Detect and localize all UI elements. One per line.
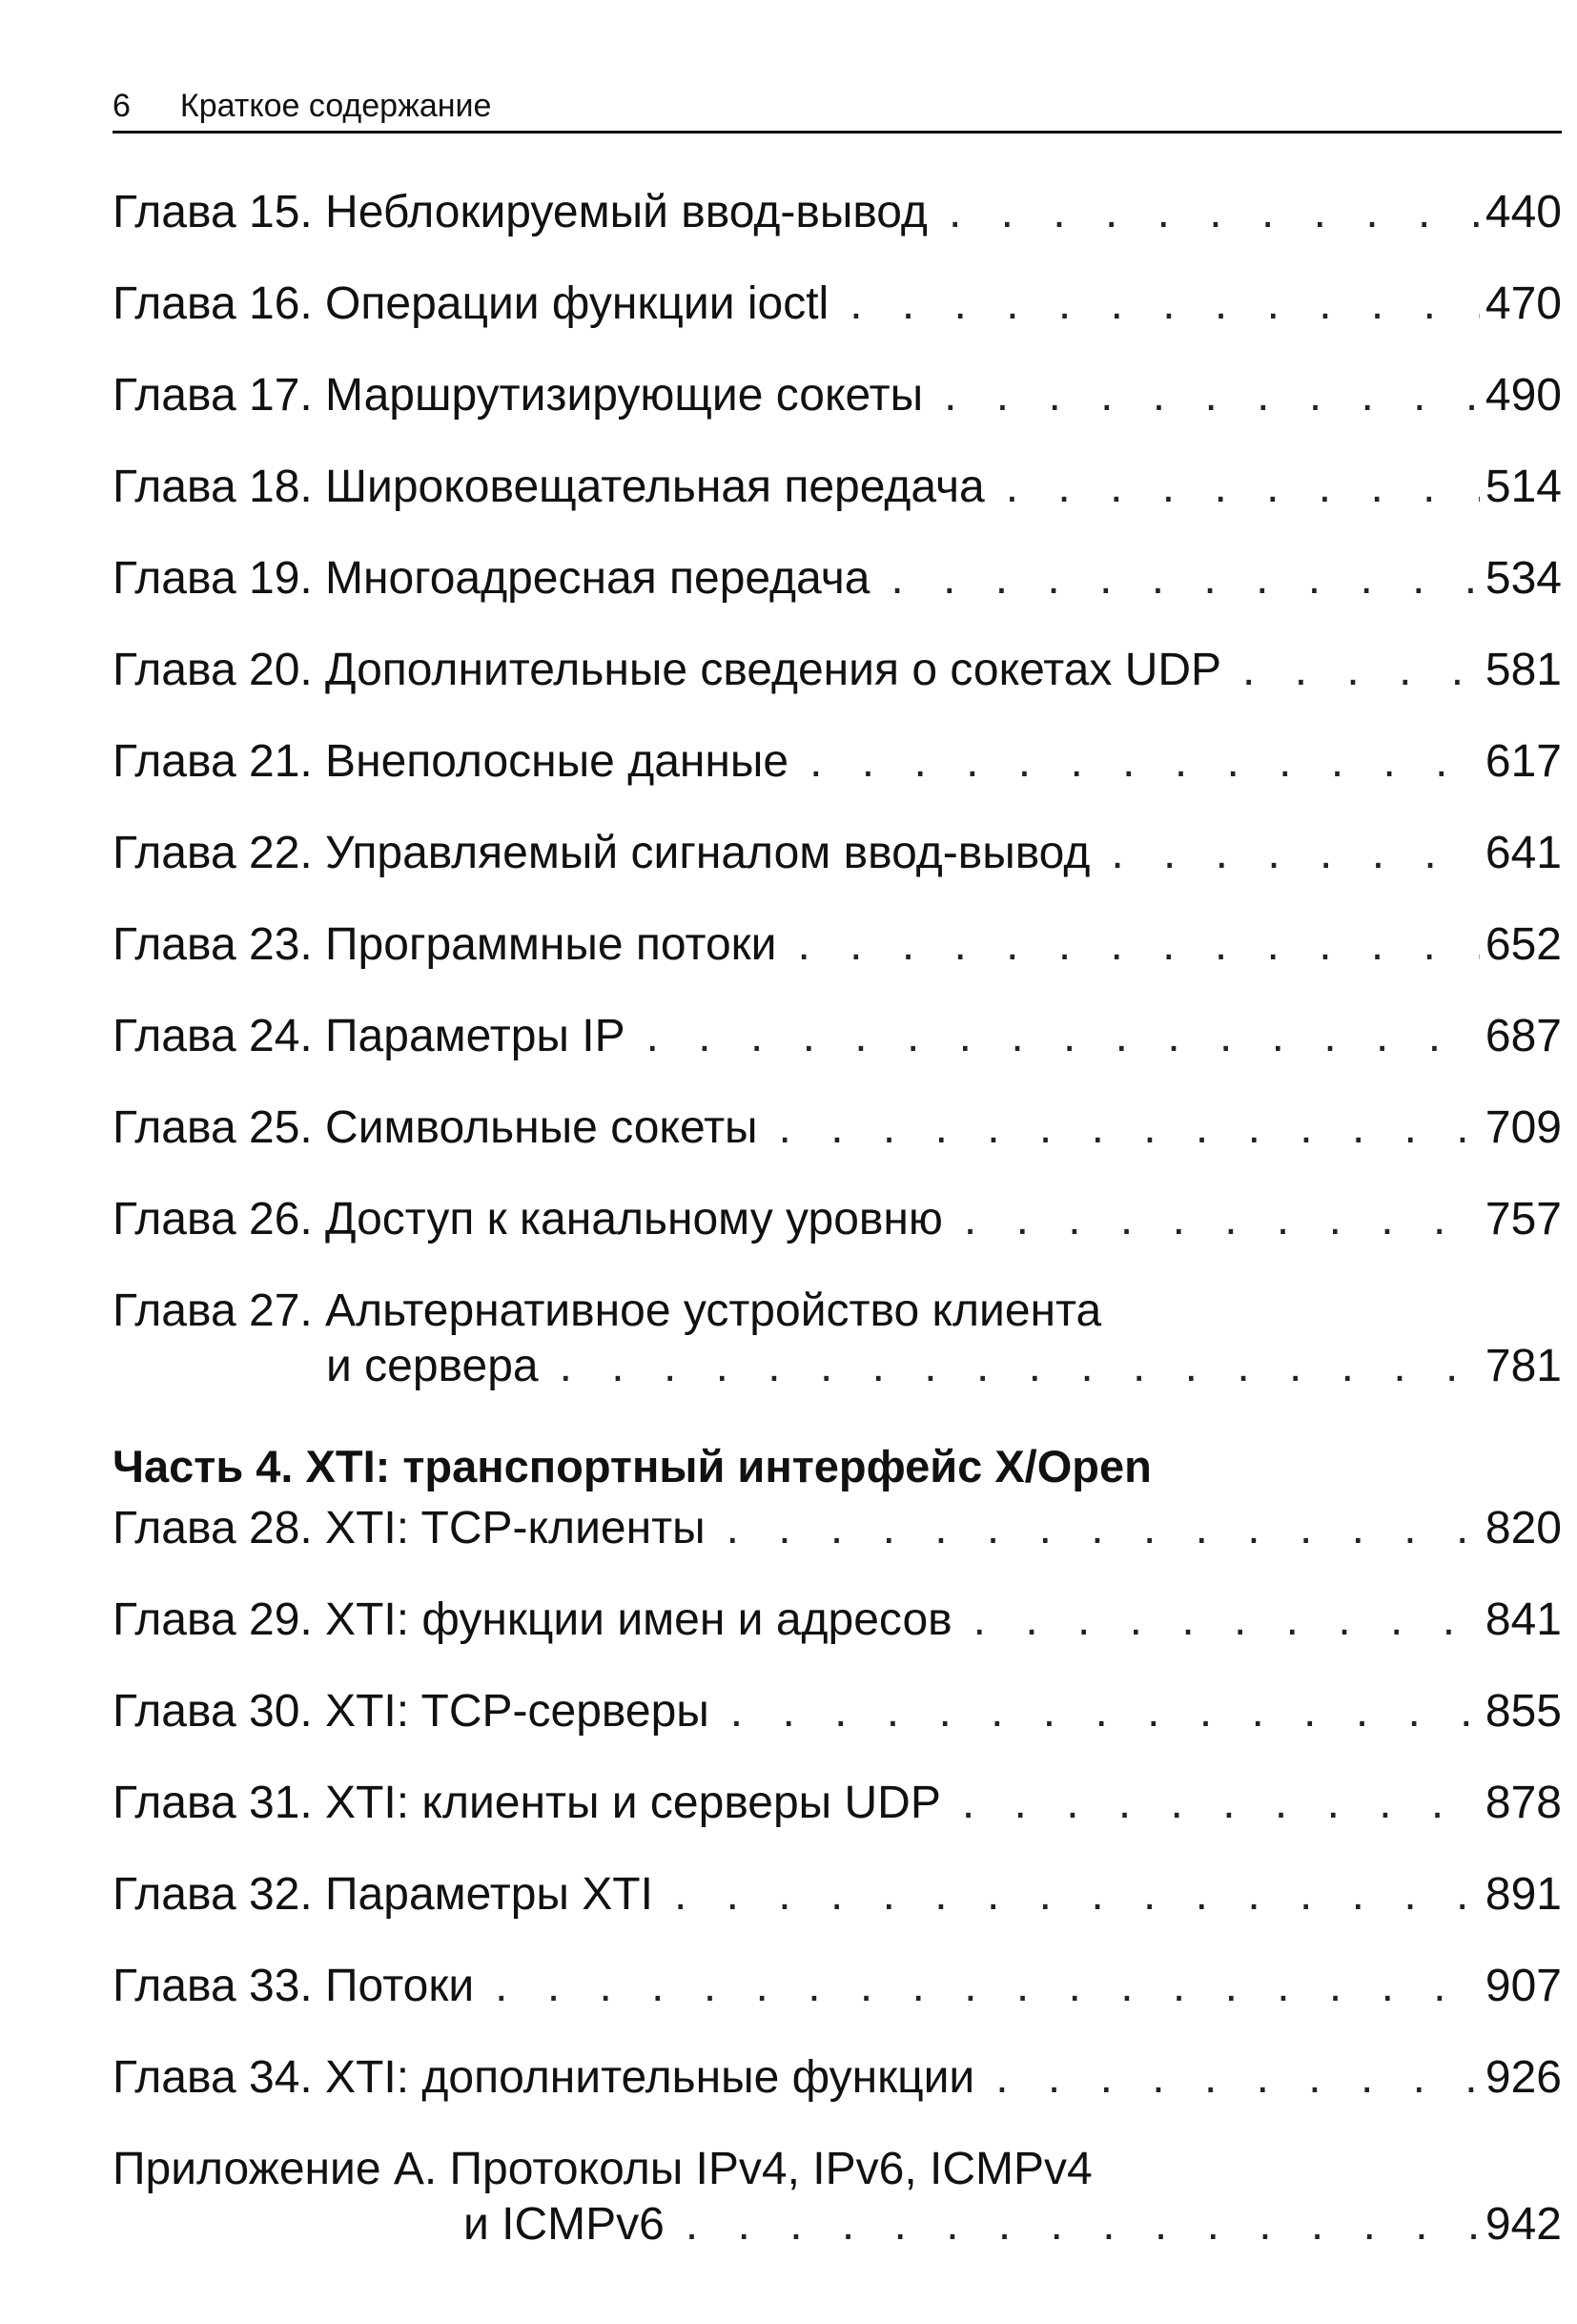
toc-entry-page: 855 <box>1485 1686 1562 1737</box>
toc-entry-label: Глава 19. Многоадресная передача <box>113 553 870 604</box>
dot-leader <box>973 1593 1480 1648</box>
toc-entry-ch24 <box>113 1009 1562 1100</box>
toc-entry-ch26 <box>113 1192 1562 1284</box>
toc-entry-label: Глава 17. Маршрутизирующие сокеты <box>113 370 924 421</box>
toc-entry-page: 514 <box>1485 462 1562 512</box>
toc-entry-page: 687 <box>1485 1011 1562 1061</box>
toc-entry-ch29 <box>113 1593 1562 1684</box>
toc-entry-label: Глава 31. XTI: клиенты и серверы UDP <box>113 1778 941 1828</box>
toc-entry-page: 440 <box>1485 187 1562 237</box>
running-title: Краткое содержание <box>179 88 492 124</box>
toc-entry-label: Глава 30. XTI: TCP-серверы <box>113 1686 709 1737</box>
toc-entry-ch22 <box>113 826 1562 917</box>
dot-leader <box>891 551 1480 607</box>
toc-entry-page: 490 <box>1485 370 1562 421</box>
toc-entry-label: Глава 34. XTI: дополнительные функции <box>113 2052 975 2103</box>
toc-entry-ch23 <box>113 917 1562 1009</box>
running-header <box>113 80 1562 134</box>
toc-entry-page: 891 <box>1485 1869 1562 1920</box>
toc-entry-label: Глава 25. Символьные сокеты <box>113 1102 758 1153</box>
dot-leader <box>646 1009 1480 1064</box>
toc-entry-ch33 <box>113 1959 1562 2050</box>
toc-entry-label: Глава 22. Управляемый сигналом ввод-вывод <box>113 828 1091 878</box>
toc-entry-page: 878 <box>1485 1778 1562 1828</box>
toc-entry-page: 581 <box>1485 645 1562 695</box>
part-heading: Часть 4. XTI: транспортный интерфейс X/Open <box>113 1441 1152 1491</box>
dot-leader <box>1111 826 1480 881</box>
dot-leader <box>727 1501 1480 1556</box>
toc-entry-label: Глава 24. Параметры IP <box>113 1011 625 1061</box>
toc-entry-label: Глава 21. Внеполосные данные <box>113 736 789 787</box>
toc-entry-ch31 <box>113 1776 1562 1867</box>
dot-leader <box>964 1192 1480 1247</box>
dot-leader <box>949 185 1480 240</box>
toc-entry-ch25 <box>113 1100 1562 1192</box>
toc-entry-page: 820 <box>1485 1503 1562 1553</box>
toc-entry-ch28 <box>113 1501 1562 1593</box>
toc-entry-label-line2: и сервера <box>326 1341 539 1391</box>
dot-leader <box>809 734 1480 790</box>
dot-leader <box>730 1684 1480 1739</box>
toc-entry-ch30 <box>113 1684 1562 1776</box>
toc-entry-label: Глава 26. Доступ к канальному уровню <box>113 1194 943 1244</box>
toc-entry-ch34 <box>113 2050 1562 2142</box>
toc-entry-page: 942 <box>1485 2199 1562 2250</box>
toc-entry-page: 617 <box>1485 736 1562 787</box>
dot-leader <box>495 1959 1480 2014</box>
dot-leader <box>560 1339 1480 1394</box>
dot-leader <box>995 2050 1480 2106</box>
toc-entry-page: 470 <box>1485 278 1562 329</box>
toc-entry-ch17 <box>113 368 1562 460</box>
toc-entry-page: 652 <box>1485 919 1562 970</box>
dot-leader <box>674 1867 1480 1923</box>
toc-entry-label: Глава 23. Программные потоки <box>113 919 777 970</box>
toc-entry-label: Глава 29. XTI: функции имен и адресов <box>113 1594 952 1645</box>
toc-entry-page: 757 <box>1485 1194 1562 1244</box>
toc-entry-ch21 <box>113 734 1562 826</box>
toc-entry-page: 781 <box>1485 1341 1562 1391</box>
toc-entry-page: 641 <box>1485 828 1562 878</box>
toc-entry-ch20 <box>113 643 1562 734</box>
dot-leader <box>944 368 1480 423</box>
toc-entry-ch18 <box>113 460 1562 551</box>
toc-entry-appendix-a <box>113 2142 1562 2266</box>
toc-entry-label: Глава 28. XTI: TCP-клиенты <box>113 1503 706 1553</box>
toc-entry-label: Глава 15. Неблокируемый ввод-вывод <box>113 187 928 237</box>
toc-entry-ch32 <box>113 1867 1562 1959</box>
toc-entry-label: Глава 18. Широковещательная передача <box>113 462 985 512</box>
toc-entry-label-line2: и ICMPv6 <box>463 2199 665 2250</box>
toc-entry-continuation <box>113 1339 1562 1408</box>
toc-entry-page: 907 <box>1485 1961 1562 2011</box>
dot-leader <box>779 1100 1480 1156</box>
dot-leader <box>962 1776 1480 1831</box>
dot-leader <box>1242 643 1480 698</box>
dot-leader <box>1006 460 1480 515</box>
table-of-contents <box>113 185 1562 2266</box>
dot-leader <box>686 2197 1480 2252</box>
toc-entry-page: 534 <box>1485 553 1562 604</box>
dot-leader <box>797 917 1479 973</box>
toc-entry-label-line1: Глава 27. Альтернативное устройство клиента <box>113 1285 1102 1336</box>
toc-entry-page: 709 <box>1485 1102 1562 1153</box>
toc-entry-ch16 <box>113 277 1562 368</box>
toc-entry-label-line1: Приложение А. Протоколы IPv4, IPv6, ICMPv4 <box>113 2144 1093 2194</box>
toc-entry-ch27 <box>113 1284 1562 1408</box>
toc-entry-label: Глава 16. Операции функции ioctl <box>113 278 829 329</box>
toc-entry-ch15 <box>113 185 1562 277</box>
toc-entry-ch19 <box>113 551 1562 643</box>
toc-entry-label: Глава 20. Дополнительные сведения о сокетах UDP <box>113 645 1222 695</box>
page-number: 6 <box>113 88 131 124</box>
dot-leader <box>850 277 1480 332</box>
toc-entry-page: 841 <box>1485 1594 1562 1645</box>
toc-entry-page: 926 <box>1485 2052 1562 2103</box>
toc-entry-label: Глава 32. Параметры XTI <box>113 1869 653 1920</box>
toc-entry-label: Глава 33. Потоки <box>113 1961 475 2011</box>
toc-entry-continuation <box>113 2197 1562 2266</box>
